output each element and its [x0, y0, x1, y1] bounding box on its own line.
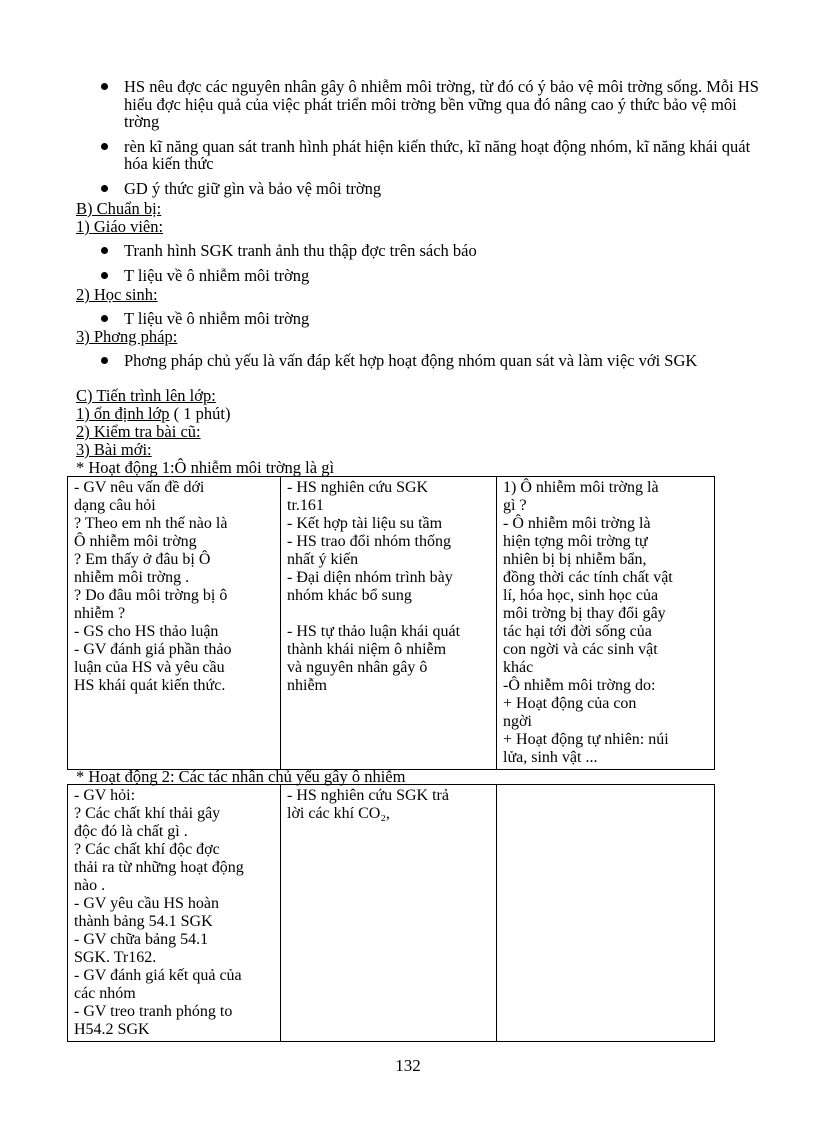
student-activity-line: thành khái niệm ô nhiễm — [287, 641, 447, 658]
activity-2-table — [67, 784, 715, 1042]
table-row — [68, 785, 715, 1042]
student-activity-line: tr.161 — [287, 497, 324, 514]
content-line: ngời — [503, 713, 532, 730]
teacher-activity-line: nhiễm ? — [74, 605, 126, 622]
section-c-heading: C) Tiến trình lên lớp: — [76, 386, 216, 405]
student-activity-line: nhóm khác bổ sung — [287, 587, 412, 604]
step-1-note: ( 1 phút) — [169, 404, 231, 423]
teacher-activity-line: - GV nêu vấn đề dới — [74, 479, 205, 496]
student-heading: 2) Học sinh: — [76, 285, 158, 304]
teacher-item — [76, 242, 766, 260]
teacher-activity-line: - GV đánh giá kết quả của — [74, 967, 242, 984]
section-b-heading: B) Chuẩn bị: — [76, 199, 162, 218]
activity-2-heading: * Hoạt động 2: Các tác nhân chủ yếu gây ô nhiễm — [76, 767, 406, 786]
student-activity-line: nhiễm — [287, 677, 327, 694]
objectives-list — [76, 78, 766, 204]
teacher-activity-line: - GV yêu cầu HS hoàn — [74, 895, 220, 912]
objective-text: HS nêu đợc các nguyên nhân gây ô nhiễm môi trờng, từ đó có ý bảo vệ môi trờng sống. Mỗi HS hiểu đợc hiệu quả của việc phát triển môi trờng bền vững qua đó nâng cao ý thức bảo vệ môi trờng — [124, 77, 759, 131]
method-item — [76, 352, 766, 370]
step-2: 2) Kiểm tra bài cũ: — [76, 422, 201, 441]
student-activity-line: - HS trao đổi nhóm thống — [287, 533, 451, 550]
objective-item — [76, 138, 766, 173]
teacher-item — [76, 267, 766, 285]
content-line: môi trờng bị thay đổi gây — [503, 605, 666, 622]
teacher-activity-line: luận của HS và yêu cầu — [74, 659, 225, 676]
method-item-text: Phơng pháp chủ yếu là vấn đáp kết hợp hoạt động nhóm quan sát và làm việc với SGK — [124, 351, 698, 370]
teacher-heading: 1) Giáo viên: — [76, 217, 164, 236]
student-list — [76, 310, 766, 335]
content-line: nhiên bị bị nhiễm bẩn, — [503, 551, 647, 568]
student-activity-line: và nguyên nhân gây ô — [287, 659, 428, 676]
content-line: -Ô nhiễm môi trờng do: — [503, 677, 656, 694]
student-activity-line: - HS nghiên cứu SGK — [287, 479, 429, 496]
activity-1-heading: * Hoạt động 1:Ô nhiễm môi trờng là gì — [76, 458, 335, 477]
student-activity-line: - HS nghiên cứu SGK trả — [287, 787, 449, 804]
activity-2-teacher-cell — [68, 785, 281, 1042]
student-activity-line: - Kết hợp tài liệu su tầm — [287, 515, 443, 532]
activity-1-teacher-cell — [68, 477, 281, 770]
student-activity-line: lời các khí CO₂, — [287, 805, 390, 822]
student-activity-line — [287, 605, 490, 623]
table-row — [68, 477, 715, 770]
student-activity-line: - Đại diện nhóm trình bày — [287, 569, 453, 586]
teacher-list — [76, 242, 766, 291]
teacher-activity-line: dạng câu hỏi — [74, 497, 156, 514]
content-line: lí, hóa học, sinh học của — [503, 587, 659, 604]
activity-2-content-cell — [497, 785, 715, 1042]
step-1 — [76, 405, 230, 423]
step-3: 3) Bài mới: — [76, 440, 152, 459]
bullet-icon — [101, 315, 108, 322]
content-line: hiện tợng môi trờng tự — [503, 533, 648, 550]
content-line: - Ô nhiễm môi trờng là — [503, 515, 651, 532]
teacher-activity-line: ? Các chất khí thải gây — [74, 805, 221, 822]
bullet-icon — [101, 185, 108, 192]
teacher-activity-line: độc đó là chất gì . — [74, 823, 188, 840]
content-line: con ngời và các sinh vật — [503, 641, 658, 658]
teacher-activity-line: các nhóm — [74, 985, 136, 1002]
student-activity-line: nhất ý kiến — [287, 551, 359, 568]
method-heading: 3) Phơng pháp: — [76, 327, 178, 346]
content-line: đồng thời các tính chất vật — [503, 569, 673, 586]
method-list — [76, 352, 766, 377]
bullet-icon — [101, 83, 108, 90]
teacher-activity-line: thải ra từ những hoạt động — [74, 859, 244, 876]
teacher-activity-line: ? Do đâu môi trờng bị ô — [74, 587, 228, 604]
bullet-icon — [101, 143, 108, 150]
activity-1-student-cell — [281, 477, 497, 770]
objective-text: rèn kĩ năng quan sát tranh hình phát hiện kiến thức, kĩ năng hoạt động nhóm, kĩ năng khái quát hóa kiến thức — [124, 136, 751, 173]
objective-item — [76, 78, 766, 131]
teacher-activity-line: - GV chữa bảng 54.1 — [74, 931, 209, 948]
teacher-activity-line: ? Theo em nh thế nào là — [74, 515, 228, 532]
student-item-text: T liệu về ô nhiễm môi trờng — [124, 309, 310, 328]
content-line: + Hoạt động của con — [503, 695, 637, 712]
teacher-activity-line: SGK. Tr162. — [74, 949, 157, 966]
bullet-icon — [101, 247, 108, 254]
student-item — [76, 310, 766, 328]
objective-text: GD ý thức giữ gìn và bảo vệ môi trờng — [124, 178, 382, 198]
teacher-activity-line: - GV treo tranh phóng to — [74, 1003, 233, 1020]
teacher-activity-line: nào . — [74, 877, 106, 894]
student-activity-line: - HS tự thảo luận khái quát — [287, 623, 461, 640]
teacher-activity-line: thành bảng 54.1 SGK — [74, 913, 213, 930]
step-1-label: 1) ổn định lớp — [76, 404, 170, 423]
activity-1-table — [67, 476, 715, 770]
teacher-activity-line: nhiễm môi trờng . — [74, 569, 190, 586]
teacher-item-text: T liệu về ô nhiễm môi trờng — [124, 265, 310, 285]
content-line: 1) Ô nhiễm môi trờng là — [503, 479, 659, 496]
teacher-activity-line: ? Các chất khí độc đợc — [74, 841, 220, 858]
teacher-activity-line: - GV đánh giá phần thảo — [74, 641, 232, 658]
bullet-icon — [101, 272, 108, 279]
page-number: 132 — [395, 1056, 421, 1075]
objective-item — [76, 180, 766, 198]
content-line: tác hại tới đời sống của — [503, 623, 652, 640]
content-line: gì ? — [503, 497, 527, 514]
teacher-activity-line: H54.2 SGK — [74, 1021, 150, 1038]
content-line: khác — [503, 659, 534, 676]
teacher-activity-line: HS khái quát kiến thức. — [74, 677, 226, 694]
activity-1-content-cell — [497, 477, 715, 770]
activity-2-student-cell — [281, 785, 497, 1042]
bullet-icon — [101, 357, 108, 364]
content-line: lửa, sinh vật ... — [503, 749, 598, 766]
content-line: + Hoạt động tự nhiên: núi — [503, 731, 669, 748]
teacher-activity-line: Ô nhiễm môi trờng — [74, 533, 197, 550]
teacher-activity-line: - GS cho HS thảo luận — [74, 623, 219, 640]
teacher-item-text: Tranh hình SGK tranh ảnh thu thập đợc trên sách báo — [124, 241, 477, 260]
teacher-activity-line: - GV hỏi: — [74, 787, 136, 804]
teacher-activity-line: ? Em thấy ở đâu bị Ô — [74, 551, 211, 568]
